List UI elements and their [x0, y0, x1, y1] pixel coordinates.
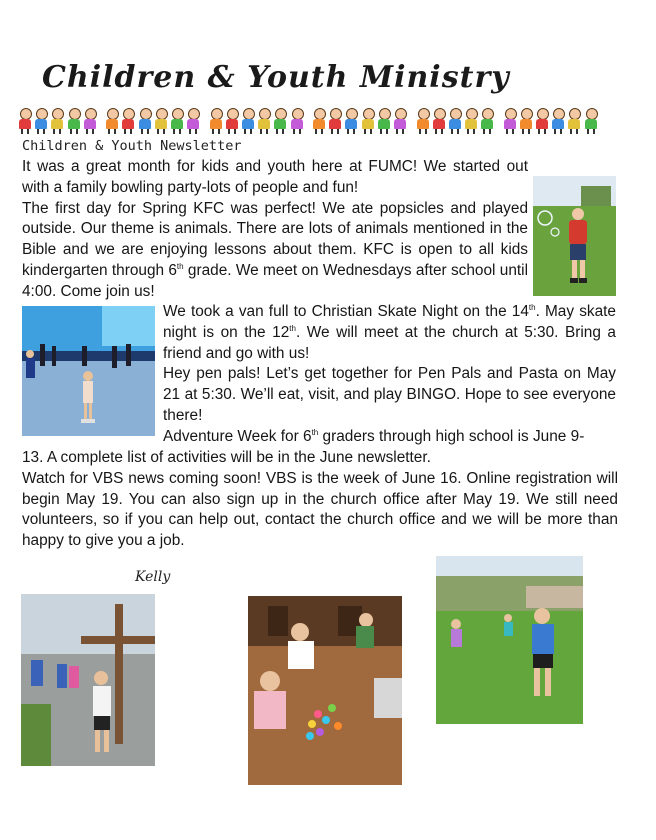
kid-figure-icon: [551, 108, 562, 134]
kid-figure-icon: [432, 108, 443, 134]
kid-figure-icon: [18, 108, 29, 134]
kid-figure-icon: [138, 108, 149, 134]
superscript: th: [528, 302, 536, 312]
kid-figure-icon: [448, 108, 459, 134]
kid-figure-icon: [328, 108, 339, 134]
kid-figure-icon: [290, 108, 301, 134]
kid-figure-icon: [154, 108, 165, 134]
paragraph-bottom-block: [22, 448, 618, 552]
kid-figure-icon: [416, 108, 427, 134]
text-kfc-part1: The first day for Spring KFC was perfect! We ate popsicles and played outside. Our theme is animals. There are lots of animals mentioned in the Bible and we are enjoying lessons about them. KFC is open to all kids kindergarten through 6: [22, 199, 528, 279]
paragraph-pen-pals: Hey pen pals! Let’s get together for Pen Pals and Pasta on May 21 at 5:30. We’ll eat, visit, and play BINGO. Hope to see everyone there!: [163, 365, 616, 424]
text-skate-2: . May skate night is on the 12: [163, 303, 616, 341]
kid-figure-icon: [170, 108, 181, 134]
text-kfc-part2: grade. We meet on Wednesdays after school until 4:00. Come join us!: [22, 261, 528, 300]
kid-figure-icon: [225, 108, 236, 134]
kid-figure-icon: [312, 108, 323, 134]
kid-figure-icon: [257, 108, 268, 134]
kids-border-decoration: [18, 104, 600, 134]
paragraph-adventure-start: [163, 427, 616, 448]
kid-figure-icon: [377, 108, 388, 134]
kid-figure-icon: [584, 108, 595, 134]
text-bowling: It was a great month for kids and youth here at FUMC! We started out with a family bowling party-lots of people and fun!: [22, 158, 528, 196]
newsletter-subtitle: Children & Youth Newsletter: [22, 138, 242, 154]
paragraph-skate: [163, 302, 616, 364]
text-adventure-2b: 13. A complete list of activities will be in the June newsletter.: [22, 449, 431, 466]
text-skate-1: We took a van full to Christian Skate Night on the 14: [163, 303, 529, 320]
kid-figure-icon: [273, 108, 284, 134]
kid-figure-icon: [567, 108, 578, 134]
paragraph-skate-block: [163, 302, 616, 448]
photo-boy-bubbles: [533, 176, 616, 296]
paragraph-bowling: [22, 157, 528, 303]
kid-figure-icon: [535, 108, 546, 134]
superscript: th: [311, 427, 319, 437]
kid-figure-icon: [464, 108, 475, 134]
kid-figure-icon: [503, 108, 514, 134]
text-adventure-2a: graders through high school is June 9-: [318, 427, 585, 445]
kid-figure-icon: [393, 108, 404, 134]
kid-figure-icon: [83, 108, 94, 134]
kid-figure-icon: [105, 108, 116, 134]
kid-figure-icon: [121, 108, 132, 134]
kid-figure-icon: [519, 108, 530, 134]
kid-figure-icon: [67, 108, 78, 134]
photo-egg-hunt: [248, 596, 402, 785]
kid-figure-icon: [209, 108, 220, 134]
text-skate-3: . We will meet at the church at 5:30. Bring a friend and go with us!: [163, 323, 616, 362]
kid-figure-icon: [344, 108, 355, 134]
kid-figure-icon: [361, 108, 372, 134]
kid-figure-icon: [34, 108, 45, 134]
kid-figure-icon: [241, 108, 252, 134]
signature: Kelly: [135, 569, 171, 585]
photo-yard-kids: [436, 556, 583, 724]
superscript: th: [289, 323, 296, 333]
paragraph-vbs: Watch for VBS news coming soon! VBS is the week of June 16. Online registration will begin May 19. You can also sign up in the church office after May 19. We still need volunteers, so if you can help out, contact the church office and we will be more than happy to give you a job.: [22, 469, 618, 550]
kid-figure-icon: [480, 108, 491, 134]
photo-cross-walk: [21, 594, 155, 766]
kid-figure-icon: [50, 108, 61, 134]
superscript: th: [176, 261, 184, 271]
kid-figure-icon: [186, 108, 197, 134]
text-adventure-1: Adventure Week for 6: [163, 427, 312, 445]
photo-skate-rink: [22, 306, 155, 436]
newsletter-title: Children & Youth Ministry: [42, 60, 510, 95]
